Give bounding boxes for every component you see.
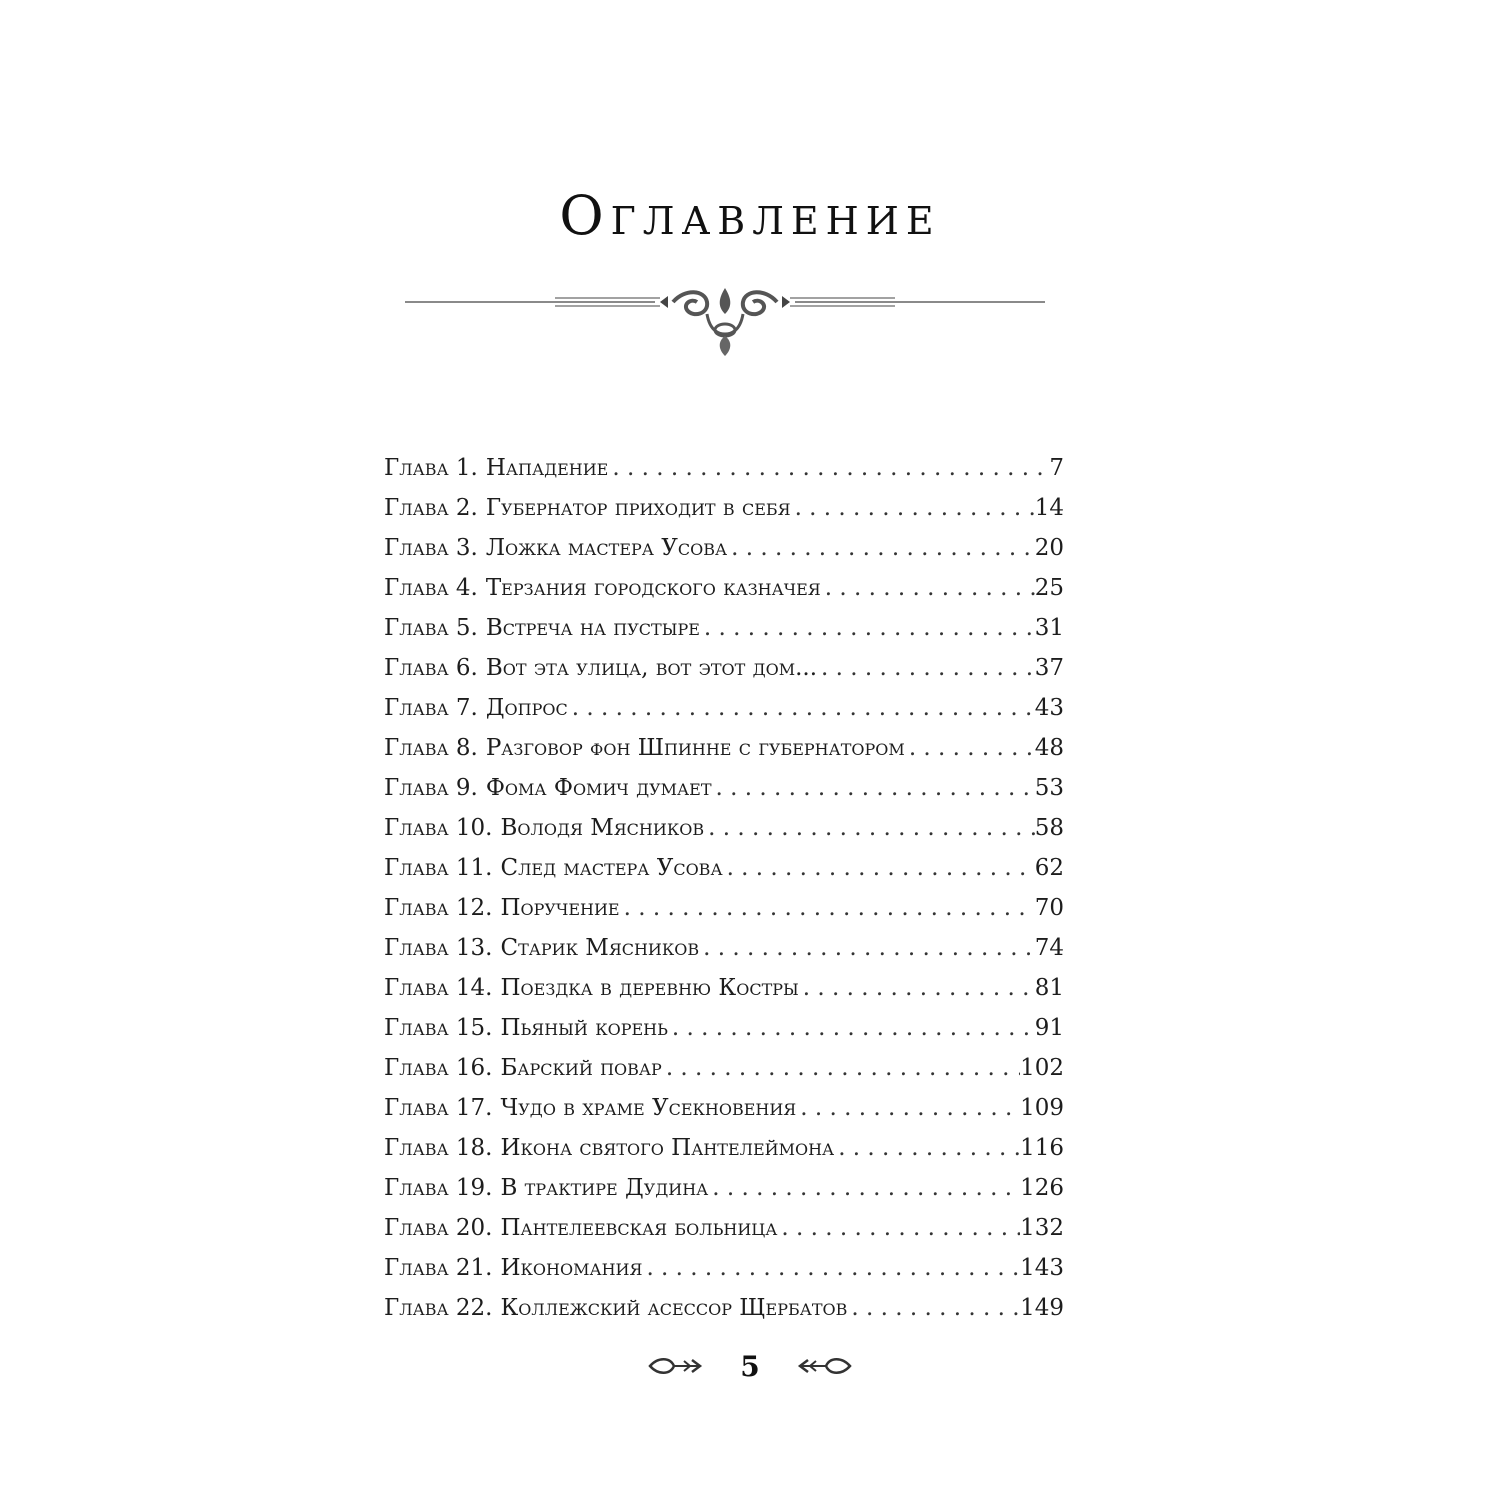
- dot-leader: [817, 648, 1035, 688]
- dot-leader: [708, 1168, 1020, 1208]
- chapter-title: Пьяный корень: [500, 1015, 668, 1041]
- chapter-title: Старик Мясников: [500, 935, 700, 961]
- toc-entry[interactable]: [384, 808, 1064, 848]
- chapter-number: Глава 18.: [384, 1135, 493, 1161]
- page-number-footer: 5: [740, 1350, 760, 1383]
- toc-entry[interactable]: [384, 1288, 1064, 1328]
- dot-leader: [799, 968, 1035, 1008]
- toc-entry[interactable]: [384, 888, 1064, 928]
- dot-leader: [668, 1008, 1035, 1048]
- chapter-number: Глава 11.: [384, 855, 493, 881]
- chapter-number: Глава 1.: [384, 455, 478, 481]
- dot-leader: [568, 688, 1035, 728]
- page-number: 81: [1034, 975, 1064, 1001]
- dot-leader: [905, 728, 1035, 768]
- page-number: 132: [1020, 1215, 1064, 1241]
- toc-entry[interactable]: [384, 568, 1064, 608]
- chapter-number: Глава 13.: [384, 935, 493, 961]
- page-number: 109: [1020, 1095, 1064, 1121]
- page-number: 7: [1049, 455, 1064, 481]
- dot-leader: [620, 888, 1035, 928]
- chapter-number: Глава 16.: [384, 1055, 493, 1081]
- page-number: 70: [1034, 895, 1064, 921]
- page-number: 14: [1034, 495, 1064, 521]
- table-of-contents: [384, 448, 1064, 1328]
- chapter-title: Фома Фомич думает: [485, 775, 712, 801]
- dot-leader: [723, 848, 1035, 888]
- chapter-title: Встреча на пустыре: [485, 615, 700, 641]
- page-number: 43: [1034, 695, 1064, 721]
- page-number: 31: [1034, 615, 1064, 641]
- dot-leader: [834, 1128, 1020, 1168]
- chapter-number: Глава 9.: [384, 775, 478, 801]
- chapter-title: Коллежский асессор Щербатов: [500, 1295, 848, 1321]
- dot-leader: [847, 1288, 1020, 1328]
- chapter-title: Икона святого Пантелеймона: [500, 1135, 835, 1161]
- chapter-title: Барский повар: [500, 1055, 662, 1081]
- toc-entry[interactable]: [384, 488, 1064, 528]
- toc-entry[interactable]: [384, 1248, 1064, 1288]
- chapter-title: Поручение: [500, 895, 620, 921]
- toc-entry[interactable]: [384, 1008, 1064, 1048]
- chapter-title: Ложка мастера Усова: [485, 535, 728, 561]
- dot-leader: [608, 448, 1049, 488]
- toc-entry[interactable]: [384, 448, 1064, 488]
- toc-entry[interactable]: [384, 968, 1064, 1008]
- toc-entry[interactable]: [384, 1128, 1064, 1168]
- toc-entry[interactable]: [384, 1208, 1064, 1248]
- page-number: 20: [1034, 535, 1064, 561]
- toc-entry[interactable]: [384, 648, 1064, 688]
- chapter-title: Разговор фон Шпинне с губернатором: [485, 735, 905, 761]
- page-number: 37: [1034, 655, 1064, 681]
- dot-leader: [821, 568, 1035, 608]
- dot-leader: [699, 928, 1035, 968]
- page-number: 126: [1020, 1175, 1064, 1201]
- chapter-title: Допрос: [485, 695, 568, 721]
- chapter-title: След мастера Усова: [500, 855, 723, 881]
- chapter-number: Глава 22.: [384, 1295, 493, 1321]
- chapter-title: Терзания городского казначея: [485, 575, 821, 601]
- chapter-number: Глава 14.: [384, 975, 493, 1001]
- dot-leader: [662, 1048, 1020, 1088]
- ornament-divider-icon: [405, 284, 1045, 360]
- chapter-number: Глава 4.: [384, 575, 478, 601]
- chapter-number: Глава 5.: [384, 615, 478, 641]
- dot-leader: [727, 528, 1035, 568]
- chapter-title: Икономания: [500, 1255, 643, 1281]
- toc-entry[interactable]: [384, 688, 1064, 728]
- chapter-number: Глава 20.: [384, 1215, 493, 1241]
- toc-entry[interactable]: [384, 768, 1064, 808]
- dot-leader: [704, 808, 1035, 848]
- page-number: 102: [1020, 1055, 1064, 1081]
- chapter-number: Глава 10.: [384, 815, 493, 841]
- dot-leader: [712, 768, 1035, 808]
- chapter-number: Глава 21.: [384, 1255, 493, 1281]
- dot-leader: [777, 1208, 1020, 1248]
- chapter-number: Глава 8.: [384, 735, 478, 761]
- chapter-title: Поездка в деревню Костры: [500, 975, 799, 1001]
- chapter-number: Глава 7.: [384, 695, 478, 721]
- page-number: 25: [1034, 575, 1064, 601]
- chapter-title: Чудо в храме Усекновения: [500, 1095, 797, 1121]
- toc-entry[interactable]: [384, 1088, 1064, 1128]
- dot-leader: [700, 608, 1035, 648]
- chapter-title: Губернатор приходит в себя: [485, 495, 791, 521]
- toc-entry[interactable]: [384, 528, 1064, 568]
- page-number: 48: [1034, 735, 1064, 761]
- page-title: Оглавление: [559, 184, 941, 247]
- page-number: 62: [1034, 855, 1064, 881]
- chapter-number: Глава 2.: [384, 495, 478, 521]
- chapter-number: Глава 17.: [384, 1095, 493, 1121]
- chapter-number: Глава 6.: [384, 655, 478, 681]
- page-number: 149: [1020, 1295, 1064, 1321]
- folio-right-ornament-icon: [792, 1355, 852, 1377]
- chapter-title: Вот эта улица, вот этот дом...: [485, 655, 818, 681]
- page-number: 143: [1020, 1255, 1064, 1281]
- dot-leader: [796, 1088, 1020, 1128]
- dot-leader: [791, 488, 1035, 528]
- page-number: 74: [1034, 935, 1064, 961]
- chapter-title: Пантелеевская больница: [500, 1215, 778, 1241]
- chapter-number: Глава 12.: [384, 895, 493, 921]
- chapter-number: Глава 19.: [384, 1175, 493, 1201]
- page-number: 53: [1034, 775, 1064, 801]
- dot-leader: [642, 1248, 1020, 1288]
- page-number: 91: [1034, 1015, 1064, 1041]
- chapter-number: Глава 3.: [384, 535, 478, 561]
- toc-entry[interactable]: [384, 928, 1064, 968]
- chapter-number: Глава 15.: [384, 1015, 493, 1041]
- toc-entry[interactable]: [384, 1048, 1064, 1088]
- chapter-title: Володя Мясников: [500, 815, 705, 841]
- page-number: 58: [1034, 815, 1064, 841]
- toc-entry[interactable]: [384, 728, 1064, 768]
- chapter-title: В трактире Дудина: [500, 1175, 709, 1201]
- page-number: 116: [1020, 1135, 1064, 1161]
- folio: [640, 1345, 860, 1389]
- toc-entry[interactable]: [384, 1168, 1064, 1208]
- chapter-title: Нападение: [485, 455, 609, 481]
- toc-entry[interactable]: [384, 848, 1064, 888]
- toc-entry[interactable]: [384, 608, 1064, 648]
